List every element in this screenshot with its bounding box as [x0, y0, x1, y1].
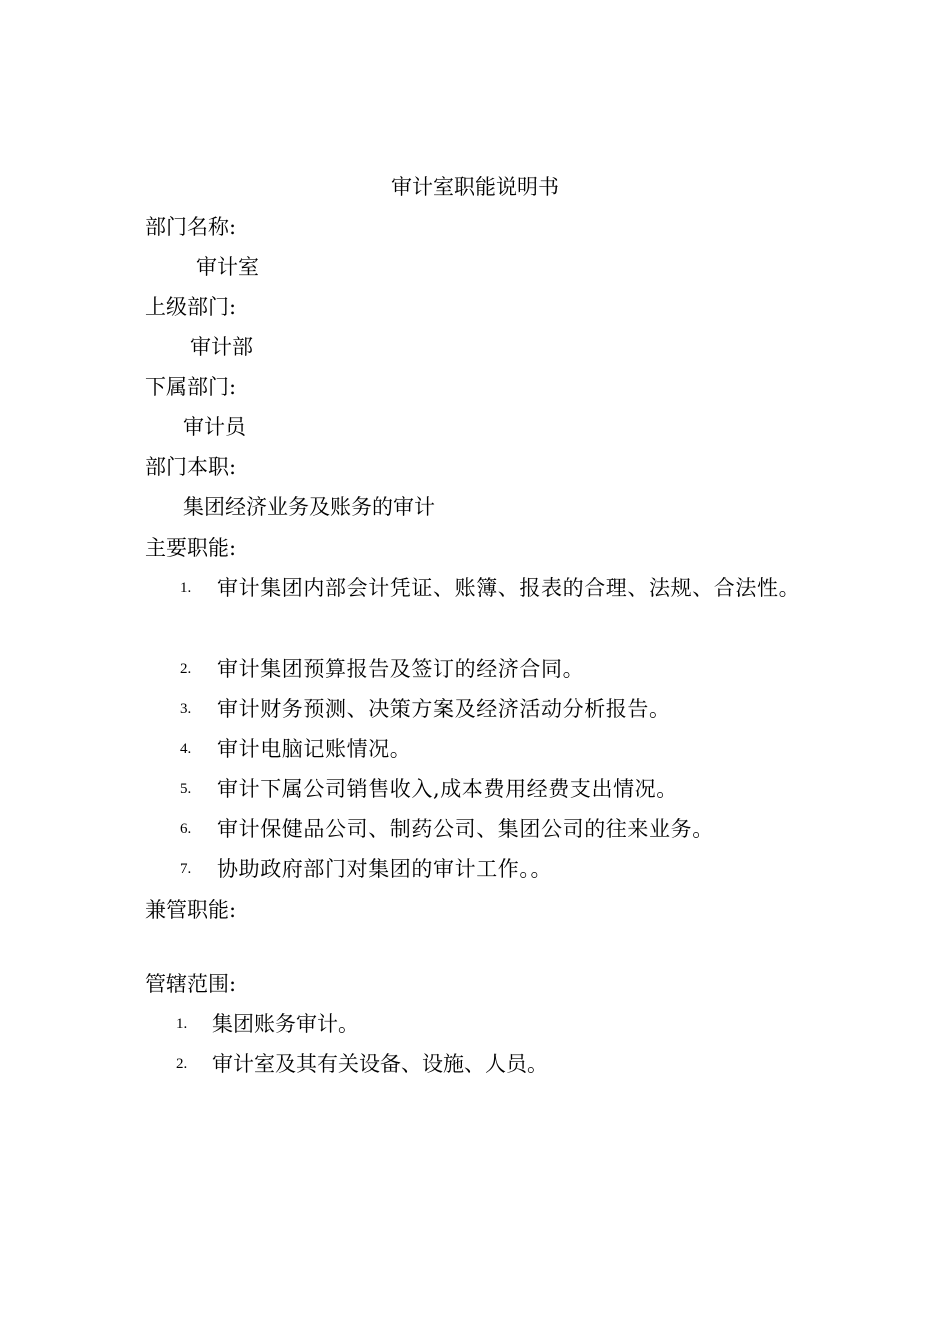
- list-number: 4.: [180, 741, 192, 757]
- dept-name-value: 审计室: [196, 255, 259, 279]
- jurisdiction-item: [176, 1044, 816, 1084]
- main-functions-label: 主要职能:: [145, 536, 237, 560]
- list-text: 审计集团内部会计凭证、账簿、报表的合理、法规、合法性。: [217, 576, 801, 600]
- list-text: 审计室及其有关设备、设施、人员。: [212, 1052, 548, 1076]
- jurisdiction-label: 管辖范围:: [145, 972, 237, 996]
- list-text: 审计电脑记账情况。: [217, 737, 412, 761]
- parent-dept-value: 审计部: [190, 335, 253, 359]
- main-function-item: [180, 568, 820, 608]
- dept-duty-value: 集团经济业务及账务的审计: [183, 495, 435, 519]
- parent-dept-label: 上级部门:: [145, 295, 237, 319]
- sub-dept-value: 审计员: [183, 415, 246, 439]
- list-number: 5.: [180, 781, 192, 797]
- list-number: 2.: [180, 661, 192, 677]
- main-function-item: [180, 769, 820, 809]
- main-function-item: [180, 729, 820, 769]
- list-text: 集团账务审计。: [212, 1012, 359, 1036]
- list-text: 审计保健品公司、制药公司、集团公司的往来业务。: [217, 817, 714, 841]
- sub-dept-label: 下属部门:: [145, 375, 237, 399]
- concurrent-functions-label: 兼管职能:: [145, 898, 237, 922]
- list-text: 审计集团预算报告及签订的经济合同。: [217, 657, 585, 681]
- list-number: 1.: [176, 1016, 188, 1032]
- list-number: 3.: [180, 701, 192, 717]
- list-number: 7.: [180, 861, 192, 877]
- jurisdiction-item: [176, 1004, 816, 1044]
- list-text: 审计财务预测、决策方案及经济活动分析报告。: [217, 697, 671, 721]
- main-function-item: [180, 689, 820, 729]
- list-number: 1.: [180, 580, 192, 596]
- list-text: 协助政府部门对集团的审计工作。。: [217, 857, 553, 881]
- dept-name-label: 部门名称:: [145, 215, 237, 239]
- main-function-item: [180, 849, 820, 889]
- main-function-item: [180, 809, 820, 849]
- list-number: 6.: [180, 821, 192, 837]
- document-title: 审计室职能说明书: [391, 175, 559, 199]
- list-number: 2.: [176, 1056, 188, 1072]
- main-function-item: [180, 649, 820, 689]
- dept-duty-label: 部门本职:: [145, 455, 237, 479]
- list-text: 审计下属公司销售收入,成本费用经费支出情况。: [217, 777, 678, 801]
